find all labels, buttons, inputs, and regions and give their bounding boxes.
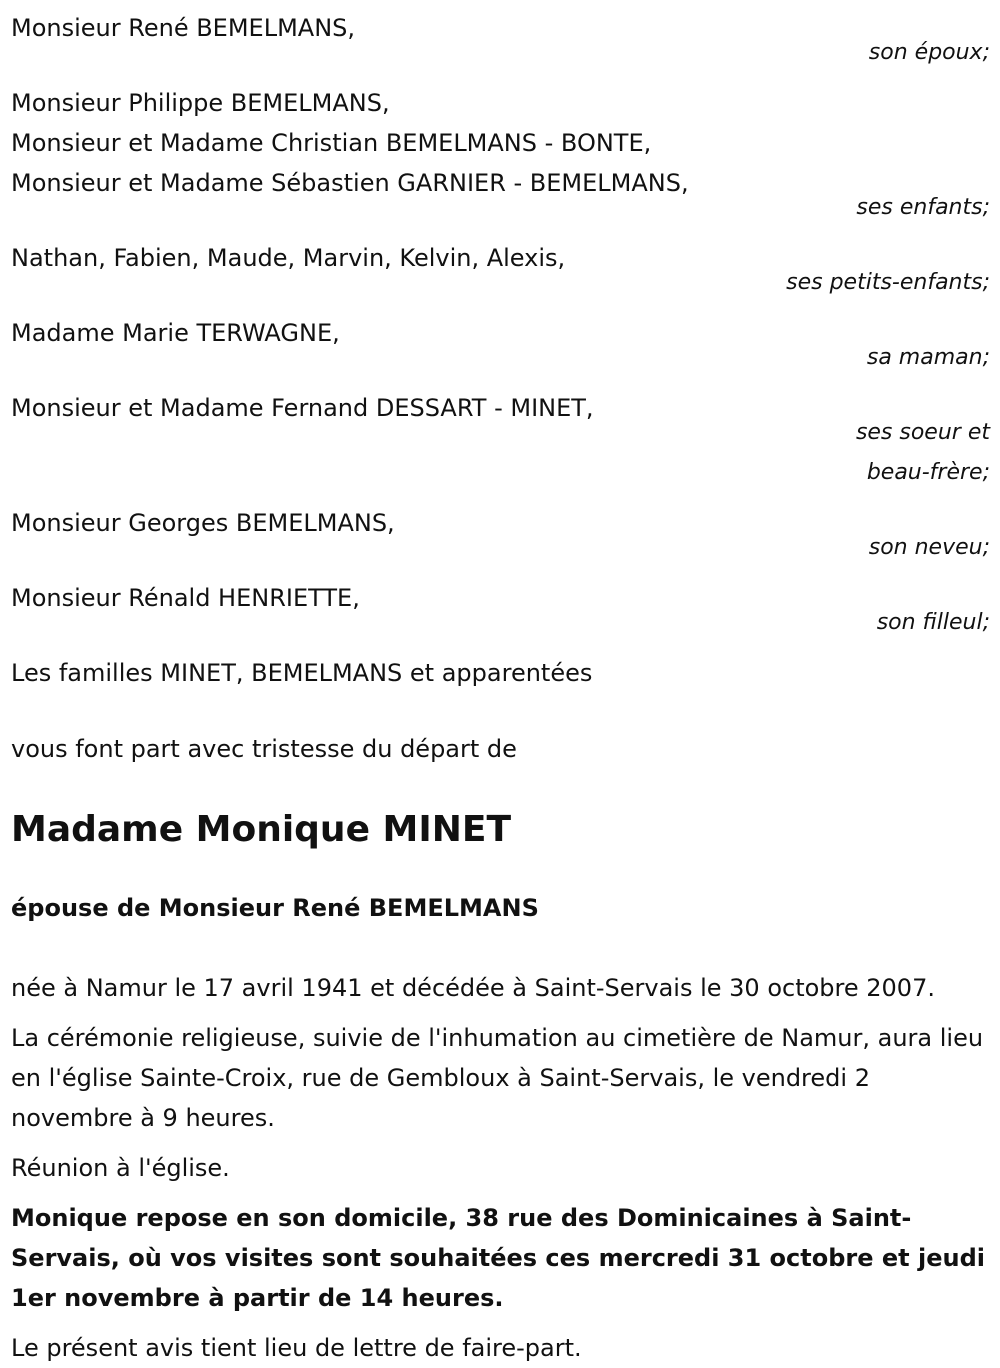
- family-member-name: Monsieur et Madame Christian BEMELMANS - BONTE,: [11, 129, 652, 157]
- family-role: sa maman;: [866, 345, 990, 370]
- family-member-name: Monsieur René BEMELMANS,: [11, 14, 356, 42]
- family-member-name: Monsieur et Madame Fernand DESSART - MINET,: [11, 394, 594, 422]
- family-group-godson: [11, 578, 990, 643]
- birth-death-paragraph: née à Namur le 17 avril 1941 et décédée à Saint-Servais le 30 octobre 2007.: [11, 974, 935, 1002]
- family-member-name: Monsieur Rénald HENRIETTE,: [11, 584, 360, 612]
- family-group-siblings: [11, 388, 990, 493]
- visitation-paragraph: Monique repose en son domicile, 38 rue des Dominicaines à Saint-Servais, où vos visites sont souhaitées ces mercredi 31 octobre et jeudi 1er novembre à partir de 14 heures.: [11, 1204, 985, 1312]
- deceased-name: Madame Monique MINET: [11, 809, 512, 850]
- family-member-name: Monsieur Georges BEMELMANS,: [11, 509, 395, 537]
- closing-paragraph: Le présent avis tient lieu de lettre de faire-part.: [11, 1334, 582, 1362]
- family-role: son filleul;: [876, 610, 990, 635]
- family-role-line: beau-frère;: [866, 460, 990, 485]
- family-group-nephew: [11, 503, 990, 568]
- family-member-name: Monsieur Philippe BEMELMANS,: [11, 89, 390, 117]
- family-group-children: [11, 83, 990, 228]
- family-group-mother: [11, 313, 990, 378]
- ceremony-paragraph: La cérémonie religieuse, suivie de l'inhumation au cimetière de Namur, aura lieu en l'église Sainte-Croix, rue de Gembloux à Saint-Servais, le vendredi 2 novembre à 9 heures.: [11, 1024, 984, 1132]
- family-member-name: Madame Marie TERWAGNE,: [11, 319, 340, 347]
- family-member-name: Nathan, Fabien, Maude, Marvin, Kelvin, Alexis,: [11, 244, 566, 272]
- announcement-intro: vous font part avec tristesse du départ de: [11, 735, 517, 763]
- family-group-spouse: [11, 8, 990, 73]
- spouse-line: épouse de Monsieur René BEMELMANS: [11, 894, 539, 922]
- family-role: son époux;: [868, 40, 990, 65]
- meeting-paragraph: Réunion à l'église.: [11, 1154, 230, 1182]
- family-role: ses enfants;: [856, 195, 990, 220]
- family-role: son neveu;: [868, 535, 990, 560]
- family-role-line: ses soeur et: [855, 420, 990, 445]
- family-group-grandchildren: [11, 238, 990, 303]
- family-member-name: Monsieur et Madame Sébastien GARNIER - BEMELMANS,: [11, 169, 689, 197]
- family-role: ses petits-enfants;: [786, 270, 990, 295]
- families-line: Les familles MINET, BEMELMANS et apparentées: [11, 659, 593, 687]
